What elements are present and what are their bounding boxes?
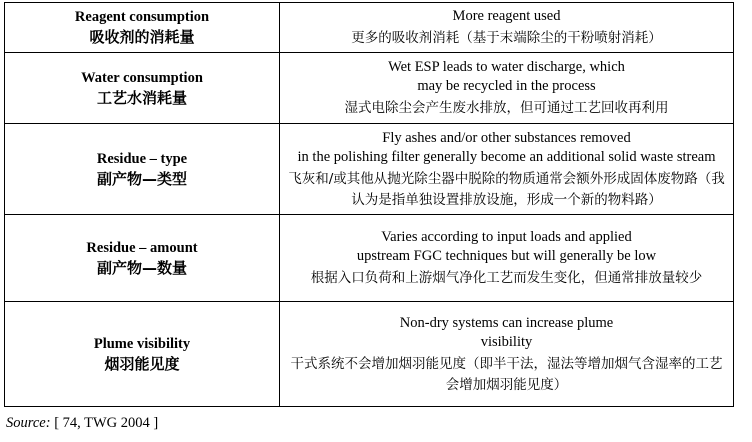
- table-row: [5, 53, 734, 124]
- row-content-cell: [280, 53, 734, 124]
- source-label: Source:: [6, 415, 51, 432]
- row-content-zh-line: 根据入口负荷和上游烟气净化工艺而发生变化，但通常排放量较少: [310, 270, 703, 287]
- row-label-en: Reagent consumption: [74, 8, 210, 25]
- row-label-zh: 副产物—数量: [96, 259, 187, 278]
- source-caption: [6, 415, 752, 432]
- table-row: [5, 302, 734, 407]
- properties-table: [4, 2, 734, 407]
- row-label-zh: 副产物—类型: [96, 170, 187, 189]
- row-content-cell: [280, 215, 734, 302]
- row-content-en-line: Non-dry systems can increase plume: [399, 315, 614, 331]
- row-label-cell: [5, 302, 280, 407]
- row-content-cell: [280, 124, 734, 215]
- row-label-en: Residue – amount: [86, 239, 198, 256]
- row-label-cell: [5, 215, 280, 302]
- source-reference: [ 74, TWG 2004 ]: [54, 415, 159, 432]
- row-content-zh-line: 飞灰和/或其他从抛光除尘器中脱除的物质通常会额外形成固体废物路（我认为是指单独设置排放设施，形成一个新的物料路）: [288, 171, 725, 208]
- row-content-cell: [280, 3, 734, 53]
- row-label-cell: [5, 124, 280, 215]
- row-content-en-line: visibility: [480, 334, 533, 351]
- row-content-en-line: Wet ESP leads to water discharge, which: [388, 59, 625, 76]
- row-content-zh-line: 湿式电除尘会产生废水排放，但可通过工艺回收再利用: [344, 100, 669, 117]
- row-label-zh: 吸收剂的消耗量: [89, 28, 195, 47]
- row-content-en-line: in the polishing filter generally become an additional solid waste stream: [297, 149, 716, 166]
- row-content-en-line: More reagent used: [452, 8, 561, 24]
- document-page: [0, 2, 752, 442]
- row-label-en: Residue – type: [96, 150, 188, 167]
- table-row: [5, 215, 734, 302]
- row-content-en-line: may be recycled in the process: [417, 78, 596, 95]
- row-label-en: Water consumption: [81, 69, 203, 86]
- row-content-en-line: Varies according to input loads and applied: [381, 229, 632, 246]
- row-content-en-line: Fly ashes and/or other substances removed: [382, 130, 631, 146]
- row-label-cell: [5, 53, 280, 124]
- row-content-zh-line: 更多的吸收剂消耗（基于末端除尘的干粉喷射消耗）: [351, 30, 662, 47]
- table-row: [5, 124, 734, 215]
- row-label-zh: 烟羽能见度: [104, 355, 180, 374]
- row-content-zh-line: 干式系统不会增加烟羽能见度（即半干法，湿法等增加烟气含湿率的工艺会增加烟羽能见度）: [290, 356, 723, 393]
- row-label-cell: [5, 3, 280, 53]
- table-row: [5, 3, 734, 53]
- row-content-cell: [280, 302, 734, 407]
- row-content-en-line: upstream FGC techniques but will generally be low: [356, 248, 657, 265]
- row-label-en: Plume visibility: [93, 335, 191, 352]
- table-body: [5, 3, 734, 407]
- row-label-zh: 工艺水消耗量: [96, 89, 187, 108]
